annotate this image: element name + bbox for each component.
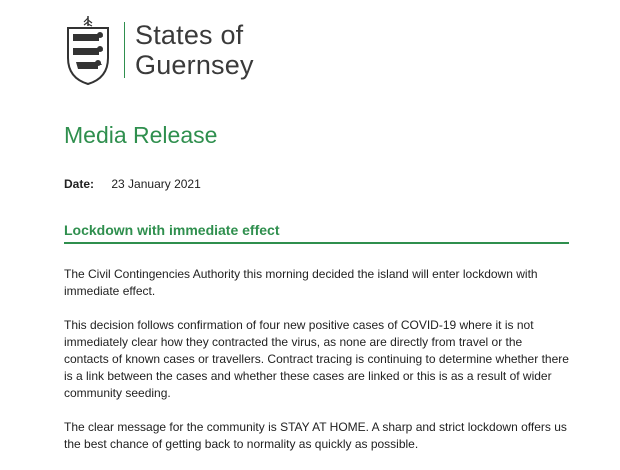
coat-of-arms-icon <box>62 14 114 86</box>
headline-divider <box>64 242 569 244</box>
release-body <box>64 266 569 470</box>
org-logo <box>62 14 254 86</box>
logo-divider <box>124 22 125 78</box>
body-paragraph: The clear message for the community is STAY AT HOME. A sharp and strict lockdown offers us the best chance of getting back to normality as quickly as possible. <box>64 420 567 451</box>
release-date <box>64 177 201 191</box>
org-name-line-1: States of <box>135 20 244 50</box>
org-name-line-2: Guernsey <box>135 50 254 80</box>
release-headline: Lockdown with immediate effect <box>64 222 280 238</box>
document-title: Media Release <box>64 122 218 148</box>
organisation-name <box>135 20 254 80</box>
body-paragraph: This decision follows confirmation of four new positive cases of COVID-19 where it is not immediately clear how they contracted the virus, as none are directly from travel or the contacts of known cases or travellers. Contract tracing is continuing to determine whether there is a link between the cases and whether these cases are linked or this is as a result of wider community seeding. <box>64 318 569 400</box>
date-value: 23 January 2021 <box>111 177 201 191</box>
body-paragraph: The Civil Contingencies Authority this morning decided the island will enter lockdown with immediate effect. <box>64 267 538 298</box>
date-label: Date: <box>64 177 95 191</box>
